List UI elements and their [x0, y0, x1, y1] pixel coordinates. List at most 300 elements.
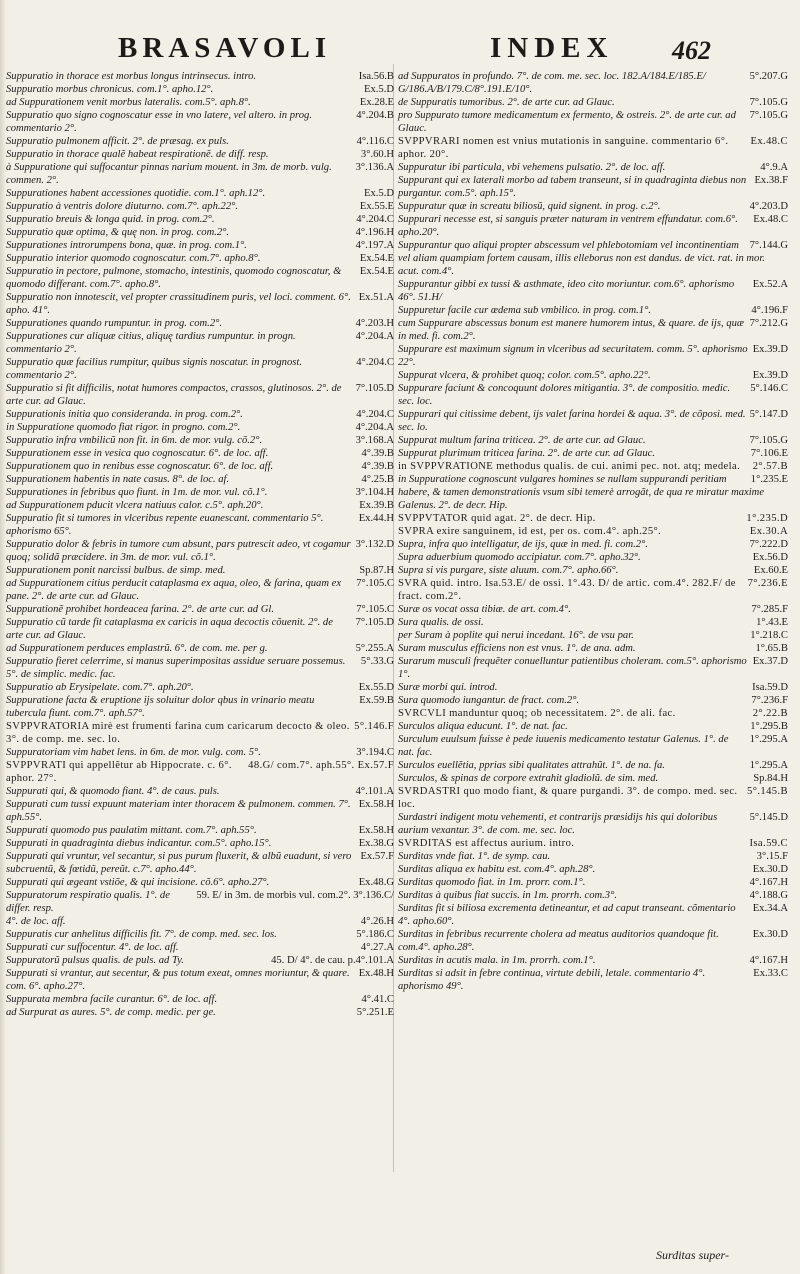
- entry-reference: 1°.235.D: [746, 513, 788, 524]
- entry-reference: 7°.236.F: [751, 695, 788, 706]
- entry-text: Surculos, & spinas de corpore extrahit gladiolũ. de sim. med.: [398, 773, 659, 784]
- entry-text: Suppuratio cũ tarde fit cataplasma ex caricis in aqua decoctis cõuenit. 2°. de arte cur. ad Glauc.: [6, 617, 333, 641]
- entry-text: Suppuratur quæ in screatu biliosũ, quid signent. in prog. c.2°.: [398, 201, 661, 212]
- entry-reference: 3°.136.A: [355, 162, 394, 173]
- index-entry: [398, 785, 788, 811]
- entry-text: cum Suppurare abscessus bonum est manere humorem intus, & quare. de ijs, quæ in med. fi. com.2°.: [398, 318, 744, 342]
- entry-reference: 2°.57.B: [752, 461, 788, 472]
- entry-text: Suppurationes introrumpens bona, quæ. in prog. com.1°.: [6, 240, 247, 251]
- entry-reference: 5°.251.E: [356, 1007, 394, 1018]
- index-entry: [398, 304, 788, 317]
- entry-reference: 4°.25.B: [361, 474, 394, 485]
- entry-reference: 3°.168.A: [355, 435, 394, 446]
- entry-reference: 4°.203.D: [749, 201, 788, 212]
- entry-text: Suppurati quomodo pus paulatim mittant. com.7°. aph.55°.: [6, 825, 257, 836]
- entry-text: Suppurationem ponit narcissi bulbus. de simp. med.: [6, 565, 226, 576]
- entry-reference: Ex.34.A: [752, 903, 788, 914]
- entry-reference: 4°.196.H: [355, 227, 394, 238]
- index-entry: [398, 954, 788, 967]
- index-entry: [398, 889, 788, 902]
- entry-reference: 5°.147.D: [749, 409, 788, 420]
- index-entry: [6, 161, 394, 187]
- index-entry: [6, 603, 394, 616]
- index-entry: [6, 135, 394, 148]
- index-entry: [398, 616, 788, 629]
- entry-text: SVPRA exire sanguinem, id est, per os. com.4°. aph.25°.: [398, 526, 662, 537]
- entry-reference: Ex.54.E: [359, 253, 394, 264]
- entry-reference: 7°.222.D: [749, 539, 788, 550]
- entry-reference: 7°.144.G: [749, 240, 788, 251]
- index-entry: [398, 135, 788, 161]
- entry-text: Surditas in febribus recurrente cholera ad meatus auditorios quandoque fit. com.4°. apho.28°.: [398, 929, 719, 953]
- index-entry: [398, 382, 788, 408]
- entry-text: Suppuratio quo signo cognoscatur esse in vno latere, vel altero. in prog. commentario 2°.: [6, 110, 313, 134]
- entry-text: Suppuratio dolor & febris in tumore cum absunt, pars putrescit adeo, vt cogamur quoq; solidã præcidere. in 3m. de mor. vul. cõ.1°.: [6, 539, 351, 563]
- index-entry: [398, 538, 788, 551]
- entry-reference: 1°.218.C: [750, 630, 788, 641]
- index-entry: [6, 720, 394, 746]
- index-entry: [6, 200, 394, 213]
- entry-reference: 1°.295.A: [749, 760, 788, 771]
- entry-reference: Sp.84.H: [753, 773, 788, 784]
- entry-text: Suppurantur quo aliqui propter abscessum vel phlebotomiam vel incontinentiam vel aliam quampiam fortem causam, illis elleborus non est dandus. de vict. rat. in mor. acut. com.4°.: [398, 240, 765, 277]
- index-entry: [6, 356, 394, 382]
- entry-text: Suppuratorum respiratio qualis. 1°. de differ. resp.: [6, 890, 170, 914]
- index-entry: [6, 1006, 394, 1019]
- index-entry: [6, 187, 394, 200]
- entry-reference: 1°.65.B: [755, 643, 788, 654]
- index-entry: [398, 96, 788, 109]
- entry-text: Suppurationes quando rumpuntur. in prog. com.2°.: [6, 318, 223, 329]
- entry-text: Suppuratio in thorace qualẽ habeat respirationẽ. de diff. resp.: [6, 149, 269, 160]
- index-entry: [398, 603, 788, 616]
- index-entry: [6, 473, 394, 486]
- entry-text: Suppurati qui, & quomodo fiant. 4°. de caus. puls.: [6, 786, 220, 797]
- entry-text: Suppuratio ab Erysipelate. com.7°. aph.20°.: [6, 682, 194, 693]
- entry-reference: 4°.196.F: [751, 305, 788, 316]
- index-entry: [6, 681, 394, 694]
- index-entry: [6, 486, 394, 499]
- entry-text: Surditas si adsit in febre continua, virtute debili, letale. commentario 4°. aphorismo 49°.: [398, 968, 706, 992]
- index-entry: [6, 148, 394, 161]
- entry-text: Suppurari necesse est, si sanguis præter naturam in ventrem effundatur. com.6°. apho.20°.: [398, 214, 738, 238]
- entry-reference: 4°.27.A: [360, 942, 394, 953]
- entry-text: Suppuratoriam vim habet lens. in 6m. de mor. vulg. com. 5°.: [6, 747, 261, 758]
- entry-text: Surculos aliqua educunt. 1°. de nat. fac.: [398, 721, 568, 732]
- entry-reference: 4°.39.B: [361, 461, 394, 472]
- entry-text: Suppurati cur suffocentur. 4°. de loc. aff.: [6, 942, 179, 953]
- entry-reference: Ex.58.H: [358, 799, 394, 810]
- index-entry: [398, 681, 788, 694]
- entry-reference: 5°.146.F: [354, 721, 394, 732]
- index-entry: [6, 70, 394, 83]
- index-entry: [6, 434, 394, 447]
- entry-text: Surditas vnde fiat. 1°. de symp. cau.: [398, 851, 551, 862]
- entry-reference: 59. E/ in 3m. de morbis vul. com.2°. 3°.136.C/: [196, 890, 394, 901]
- index-entry: [6, 291, 394, 317]
- index-entry: [6, 876, 394, 889]
- index-entry: [6, 83, 394, 96]
- entry-text: Suppurare est maximum signum in vlceribus ad securitatem. comm. 5°. aphorismo 22°.: [398, 344, 748, 368]
- entry-text: Suppurati in quadraginta diebus indicantur. com.5°. apho.15°.: [6, 838, 272, 849]
- index-entry: [398, 837, 788, 850]
- entry-text: Supra si vis purgare, siste aluum. com.7°. apho.66°.: [398, 565, 619, 576]
- entry-reference: 3°.104.H: [355, 487, 394, 498]
- entry-text: in SVPPVRATIONE methodus qualis. de cui. animi pec. not. atq; medela.: [398, 461, 741, 472]
- entry-text: Suppurationes in febribus quo fiunt. in 1m. de mor. vul. cõ.1°.: [6, 487, 268, 498]
- entry-reference: 4°.204.B: [356, 110, 394, 121]
- entry-text: Suppuratio quæ facilius rumpitur, quibus signis noscatur. in prognost. commentario 2°.: [6, 357, 302, 381]
- entry-reference: 4°.188.G: [749, 890, 788, 901]
- entry-text: Suppuratio pulmonem afficit. 2°. de præsag. ex puls.: [6, 136, 229, 147]
- index-entry: [398, 564, 788, 577]
- entry-reference: Ex.39.D: [752, 370, 788, 381]
- entry-reference: 5°.255.A: [355, 643, 394, 654]
- index-entry: [6, 642, 394, 655]
- index-entry: [6, 785, 394, 798]
- entry-reference: Ex.37.D: [752, 656, 788, 667]
- entry-text: ad Suppurationem pducit vlcera natiuus calor. c.5°. aph.20°.: [6, 500, 264, 511]
- index-entry: [398, 278, 788, 304]
- index-entry: [398, 759, 788, 772]
- index-entry: [398, 902, 788, 928]
- entry-reference: 5°.145.D: [749, 812, 788, 823]
- index-entry: [6, 798, 394, 824]
- entry-reference: 4°.197.A: [355, 240, 394, 251]
- entry-text: pro Suppurato tumore medicamentum ex fermento, & ostreis. 2°. de arte cur. ad Glauc.: [398, 110, 736, 134]
- index-entry: [6, 850, 394, 876]
- entry-text: Suram musculus efficiens non est vnus. 1°. de ana. adm.: [398, 643, 636, 654]
- index-entry: [398, 707, 788, 720]
- entry-text: Suppurati qui vruntur, vel secantur, si pus purum fluxerit, & albũ euadunt, si vero subcruentũ, & fœtidũ, pereũt. c.7°. apho.44°.: [6, 851, 352, 875]
- entry-reference: 7°.106.E: [750, 448, 788, 459]
- entry-reference: 1°.295.A: [749, 734, 788, 745]
- entry-reference: 4°.167.H: [749, 877, 788, 888]
- entry-reference: Ex.38.F: [754, 175, 788, 186]
- entry-reference: 3°.15.F: [756, 851, 788, 862]
- entry-text: in Suppuratione quomodo fiat rigor. in progno. com.2°.: [6, 422, 241, 433]
- entry-text: Suppurantur gibbi ex tussi & asthmate, ideo cito moriuntur. com.6°. aphorismo 46°. 51.H/: [398, 279, 735, 303]
- entry-reference: Ex.54.E: [359, 266, 394, 277]
- entry-text: Supra, infra quo intelligatur, de ijs, quæ in med. fi. com.2°.: [398, 539, 648, 550]
- entry-reference: 2°.22.B: [752, 708, 788, 719]
- entry-text: ad Suppuratos in profundo. 7°. de com. me. sec. loc. 182.A/184.E/185.E/ G/186.A/B/179.C/8°.191.E/10°.: [398, 71, 706, 95]
- entry-reference: 4°.204.A: [355, 331, 394, 342]
- index-entry: [6, 577, 394, 603]
- entry-text: Suppurant qui ex laterali morbo ad tabem transeunt, si in quadraginta diebus non purgantur. com.5°. aph.15°.: [398, 175, 747, 199]
- entry-text: Suppurationes habent accessiones quotidie. com.1°. aph.12°.: [6, 188, 266, 199]
- entry-text: Sura qualis. de ossi.: [398, 617, 484, 628]
- entry-reference: 7°.105.D: [355, 617, 394, 628]
- entry-reference: 5°.146.C: [750, 383, 788, 394]
- index-entry: [398, 434, 788, 447]
- entry-text: Suppuratione facta & eruptione ijs soluitur dolor qbus in vrinario meatu tubercula fiunt. com.7°. aph.57°.: [6, 695, 315, 719]
- entry-reference: Isa.59.D: [752, 682, 788, 693]
- index-entry: [6, 837, 394, 850]
- entry-reference: 3°.60.H: [360, 149, 394, 160]
- entry-text: SVPPVRATORIA mirè est frumenti farina cum caricarum decocto & oleo. 3°. de comp. me. sec. lo.: [6, 721, 350, 745]
- index-entry: [398, 850, 788, 863]
- index-entry: [398, 161, 788, 174]
- entry-reference: Ex.5.D: [363, 84, 394, 95]
- entry-reference: 4°.41.C: [361, 994, 394, 1005]
- entry-text: Suppuratur ibi particula, vbi vehemens pulsatio. 2°. de loc. aff.: [398, 162, 666, 173]
- entry-text: Suppurata membra facile curantur. 6°. de loc. aff.: [6, 994, 218, 1005]
- entry-text: Suppurati cum tussi expuunt materiam inter thoracem & pulmonem. commen. 7°. aph.55°.: [6, 799, 351, 823]
- entry-reference: Ex.48.C: [753, 214, 788, 225]
- index-entry: [6, 96, 394, 109]
- index-entry: [6, 941, 394, 954]
- entry-reference: Ex.48.C: [750, 136, 788, 147]
- entry-reference: 5°.207.G: [749, 71, 788, 82]
- index-entry: [6, 408, 394, 421]
- entry-text: Surditas quomodo fiat. in 1m. prorr. com.1°.: [398, 877, 586, 888]
- right-column: [398, 70, 788, 993]
- entry-reference: 3°.194.C: [356, 747, 394, 758]
- index-entry: [6, 460, 394, 473]
- entry-reference: 1°.43.E: [756, 617, 788, 628]
- index-entry: [6, 655, 394, 681]
- index-entry: [6, 447, 394, 460]
- entry-text: Suppuratio non innotescit, vel propter crassitudinem puris, vel loci. comment. 6°. apho. 41°.: [6, 292, 351, 316]
- index-entry: [398, 369, 788, 382]
- entry-text: in Suppuratione cognoscunt vulgares homines se nullam suppurandi peritiam habere, & tamen demonstrationis vsum sibi temerè arrogãt, de qua re miratur maxime Galenus. 2°. de decr. Hip.: [398, 474, 765, 511]
- entry-text: Suppuratio interior quomodo cognoscatur. com.7°. apho.8°.: [6, 253, 261, 264]
- entry-text: Suppurat plurimum triticea farina. 2°. de arte cur. ad Glauc.: [398, 448, 656, 459]
- index-entry: [6, 889, 394, 915]
- entry-text: Suppuretur facile cur œdema sub vmbilico. in prog. com.1°.: [398, 305, 651, 316]
- entry-reference: 5°.186.C: [356, 929, 394, 940]
- left-column: [6, 70, 394, 1019]
- index-entry: [398, 525, 788, 538]
- entry-reference: Isa.56.B: [358, 71, 394, 82]
- entry-reference: 5°.145.B: [747, 786, 788, 797]
- index-entry: [6, 538, 394, 564]
- entry-text: Suppuratio quæ optima, & quę non. in prog. com.2°.: [6, 227, 230, 238]
- entry-reference: 7°.212.G: [749, 318, 788, 329]
- entry-text: Suppurationẽ prohibet hordeacea farina. 2°. de arte cur. ad Gl.: [6, 604, 274, 615]
- entry-text: Surculos euellẽtia, pprias sibi qualitates attrahũt. 1°. de na. fa.: [398, 760, 665, 771]
- entry-reference: 4°.101.A: [355, 786, 394, 797]
- index-entry: [398, 551, 788, 564]
- entry-text: Sura quomodo iungantur. de fract. com.2°.: [398, 695, 580, 706]
- entry-text: Suppuratio infra vmbilicũ non fit. in 6m. de mor. vulg. cõ.2°.: [6, 435, 263, 446]
- entry-text: Suppurati si vrantur, aut secentur, & pus totum exeat, omnes moriuntur, & quare. com. 6°. apho.27°.: [6, 968, 350, 992]
- entry-text: Suppurationem habentis in nate casus. 8°. de loc. af.: [6, 474, 230, 485]
- index-entry: [398, 733, 788, 759]
- index-entry: [6, 317, 394, 330]
- index-entry: [6, 239, 394, 252]
- entry-reference: 7°.105.C: [356, 578, 394, 589]
- entry-text: Surdastri indigent motu vehementi, et contrarijs præsidijs his qui doloribus aurium vexantur. 3°. de com. me. sec. loc.: [398, 812, 718, 836]
- entry-reference: 1°.295.B: [750, 721, 788, 732]
- entry-reference: Ex.38.G: [358, 838, 394, 849]
- entry-text: Suppurationem esse in vesica quo cognoscatur. 6°. de loc. aff.: [6, 448, 269, 459]
- index-entry: [398, 408, 788, 434]
- entry-text: Suppurari qui citissime debent, ijs valet farina hordei & aqua. 3°. de cõposi. med. sec. lo.: [398, 409, 746, 433]
- entry-text: Suppuratio morbus chronicus. com.1°. apho.12°.: [6, 84, 214, 95]
- entry-text: Surculum euulsum fuisse è pede iuuenis medicamento testatur Galenus. 1°. de nat. fac.: [398, 734, 729, 758]
- index-entry: [6, 928, 394, 941]
- index-entry: [398, 317, 788, 343]
- index-entry: [6, 915, 394, 928]
- entry-text: ad Suppurationem venit morbus lateralis. com.5°. aph.8°.: [6, 97, 251, 108]
- index-entry: [398, 70, 788, 96]
- index-entry: [398, 876, 788, 889]
- entry-reference: Ex.55.D: [358, 682, 394, 693]
- entry-text: per Suram à poplite qui nerui incedant. 16°. de vsu par.: [398, 630, 634, 641]
- running-header: [0, 26, 800, 70]
- entry-reference: Ex.55.E: [359, 201, 394, 212]
- index-entry: [398, 174, 788, 200]
- index-entry: [6, 226, 394, 239]
- index-entry: [6, 499, 394, 512]
- index-entry: [6, 382, 394, 408]
- entry-reference: 4°.39.B: [361, 448, 394, 459]
- entry-reference: 7°.105.D: [355, 383, 394, 394]
- entry-text: Suppuratio in thorace est morbus longus intrinsecus. intro.: [6, 71, 257, 82]
- index-entry: [398, 460, 788, 473]
- entry-reference: Ex.48.H: [358, 968, 394, 979]
- entry-reference: 45. D/ 4°. de cau. p.4°.101.A: [271, 955, 394, 966]
- entry-text: ad Surpurat as aures. 5°. de comp. medic. per ge.: [6, 1007, 216, 1018]
- entry-text: Suppurationes cur aliquæ citius, aliquę tardius rumpuntur. in progn. commentario 2°.: [6, 331, 296, 355]
- entry-reference: 7°.105.G: [749, 97, 788, 108]
- entry-reference: Ex.28.E: [359, 97, 394, 108]
- entry-reference: 4°.26.H: [360, 916, 394, 927]
- entry-reference: 4°.203.H: [355, 318, 394, 329]
- entry-reference: 4°.204.C: [356, 357, 394, 368]
- entry-reference: 1°.235.E: [750, 474, 788, 485]
- index-entry: [398, 694, 788, 707]
- entry-text: SVPPVTATOR quid agat. 2°. de decr. Hip.: [398, 513, 596, 524]
- entry-reference: 4°.204.A: [355, 422, 394, 433]
- entry-text: Surarum musculi frequẽter conuelluntur patientibus choleram. com.5°. aphorismo 1°.: [398, 656, 747, 680]
- entry-text: SVRDITAS est affectus aurium. intro.: [398, 838, 575, 849]
- index-entry: [398, 928, 788, 954]
- index-entry: [398, 967, 788, 993]
- entry-text: Suppuratorũ pulsus qualis. de puls. ad Ty.: [6, 955, 184, 966]
- entry-text: Suppuratio fieret celerrime, si manus superimpositas assidue seruare possemus. 5°. de simplic. medic. fac.: [6, 656, 346, 680]
- index-entry: [6, 109, 394, 135]
- entry-reference: 7°.285.F: [751, 604, 788, 615]
- entry-reference: 48.G/ com.7°. aph.55°. Ex.57.F: [248, 760, 394, 771]
- entry-text: SVPPVRARI nomen est vnius mutationis in sanguine. commentario 6°. aphor. 20°.: [398, 136, 729, 160]
- entry-text: Surditas aliqua ex habitu est. com.4°. aph.28°.: [398, 864, 596, 875]
- index-entry: [398, 343, 788, 369]
- index-entry: [6, 967, 394, 993]
- entry-text: Supra aduerbium quomodo accipiatur. com.7°. apho.32°.: [398, 552, 641, 563]
- entry-text: de Suppuratis tumoribus. 2°. de arte cur. ad Glauc.: [398, 97, 615, 108]
- index-entry: [6, 512, 394, 538]
- entry-reference: 4°.167.H: [749, 955, 788, 966]
- entry-reference: 7°.105.G: [749, 110, 788, 121]
- index-entry: [398, 200, 788, 213]
- entry-reference: Ex.58.H: [358, 825, 394, 836]
- entry-text: Suppurationis initia quo consideranda. in prog. com.2°.: [6, 409, 243, 420]
- entry-reference: Ex.51.A: [358, 292, 394, 303]
- entry-text: Surditas in acutis mala. in 1m. prorrh. com.1°.: [398, 955, 596, 966]
- entry-reference: 4°.204.C: [356, 409, 394, 420]
- index-entry: [6, 824, 394, 837]
- page-number: 462: [672, 36, 711, 65]
- entry-reference: 5°.33.G: [360, 656, 394, 667]
- index-entry: [6, 265, 394, 291]
- entry-reference: 4°.116.C: [356, 136, 394, 147]
- index-entry: [398, 655, 788, 681]
- entry-text: Suppuratio in pectore, pulmone, stomacho, intestinis, quomodo cognoscatur, & quomodo differant. com.7°. apho.8°.: [6, 266, 342, 290]
- index-entry: [398, 512, 788, 525]
- header-title: INDEX: [490, 32, 614, 64]
- entry-text: Suræ morbi qui. introd.: [398, 682, 498, 693]
- catchword: Surditas super-: [656, 1248, 729, 1262]
- entry-reference: 7°.105.G: [749, 435, 788, 446]
- entry-reference: Ex.30.A: [749, 526, 788, 537]
- entry-reference: Ex.48.G: [358, 877, 394, 888]
- index-entry: [398, 213, 788, 239]
- entry-text: Suppuratis cur anhelitus difficilis fit. 7°. de comp. med. sec. los.: [6, 929, 277, 940]
- header-author: BRASAVOLI: [118, 32, 332, 64]
- index-entry: [398, 863, 788, 876]
- index-entry: [398, 720, 788, 733]
- index-entry: [6, 694, 394, 720]
- entry-text: Suppurat multum farina triticea. 2°. de arte cur. ad Glauc.: [398, 435, 646, 446]
- index-entry: [398, 109, 788, 135]
- entry-text: SVRCVLI manduntur quoq; ob necessitatem. 2°. de ali. fac.: [398, 708, 676, 719]
- entry-text: à Suppuratione qui suffocantur pinnas narium mouent. in 3m. de morb. vulg. commen. 2°.: [6, 162, 332, 186]
- entry-reference: Sp.87.H: [359, 565, 394, 576]
- entry-text: Suppurati qui ægeant vstiõe, & qui incisione. cõ.6°. apho.27°.: [6, 877, 270, 888]
- entry-reference: Isa.59.C: [749, 838, 788, 849]
- entry-reference: Ex.44.H: [358, 513, 394, 524]
- entry-text: ad Suppurationem perduces emplastrũ. 6°. de com. me. per g.: [6, 643, 268, 654]
- entry-text: Suppurationem quo in renibus esse cognoscatur. 6°. de loc. aff.: [6, 461, 274, 472]
- entry-text: Suppuratio à ventris dolore diuturno. com.7°. aph.22°.: [6, 201, 239, 212]
- entry-text: SVRDASTRI quo modo fiant, & quare purgandi. 3°. de compo. med. sec. loc.: [398, 786, 738, 810]
- index-entry: [398, 447, 788, 460]
- entry-reference: Ex.52.A: [752, 279, 788, 290]
- entry-text: Suppurare faciunt & concoquunt dolores mitigantia. 3°. de compositio. medic. sec. loc.: [398, 383, 731, 407]
- entry-reference: Ex.33.C: [753, 968, 788, 979]
- index-entry: [398, 642, 788, 655]
- index-entry: [6, 252, 394, 265]
- entry-reference: Ex.30.D: [752, 864, 788, 875]
- index-entry: [6, 616, 394, 642]
- entry-reference: 7°.105.C: [356, 604, 394, 615]
- entry-reference: Ex.39.B: [359, 500, 394, 511]
- index-entry: [6, 746, 394, 759]
- index-entry: [6, 330, 394, 356]
- index-entry: [398, 577, 788, 603]
- entry-reference: Ex.5.D: [363, 188, 394, 199]
- entry-text: ad Suppurationem citius perducit cataplasma ex aqua, oleo, & farina, quam ex pane. 2°. de arte cur. ad Glauc.: [6, 578, 342, 602]
- index-entry: [398, 811, 788, 837]
- index-entry: [398, 239, 788, 278]
- index-entry: [6, 564, 394, 577]
- entry-text: Suppurat vlcera, & prohibet quoq; color. com.5°. apho.22°.: [398, 370, 651, 381]
- index-entry: [6, 759, 394, 785]
- entry-text: SVPPVRATI qui appellẽtur ab Hippocrate. c. 6°. aphor. 27°.: [6, 760, 232, 784]
- index-entry: [398, 473, 788, 512]
- index-entry: [6, 213, 394, 226]
- entry-text: Suppuratio si fit difficilis, notat humores compactos, crassos, glutinosos. 2°. de arte cur. ad Glauc.: [6, 383, 342, 407]
- index-entry: [6, 421, 394, 434]
- entry-text: SVRA quid. intro. Isa.53.E/ de ossi. 1°.43. D/ de artic. com.4°. 282.F/ de fract. com.2°.: [398, 578, 736, 602]
- entry-text: Surditas à quibus fiat succis. in 1m. prorrh. com.3°.: [398, 890, 617, 901]
- entry-text: 4°. de loc. aff.: [6, 916, 66, 927]
- entry-reference: 4°.9.A: [760, 162, 788, 173]
- entry-reference: Ex.60.E: [753, 565, 788, 576]
